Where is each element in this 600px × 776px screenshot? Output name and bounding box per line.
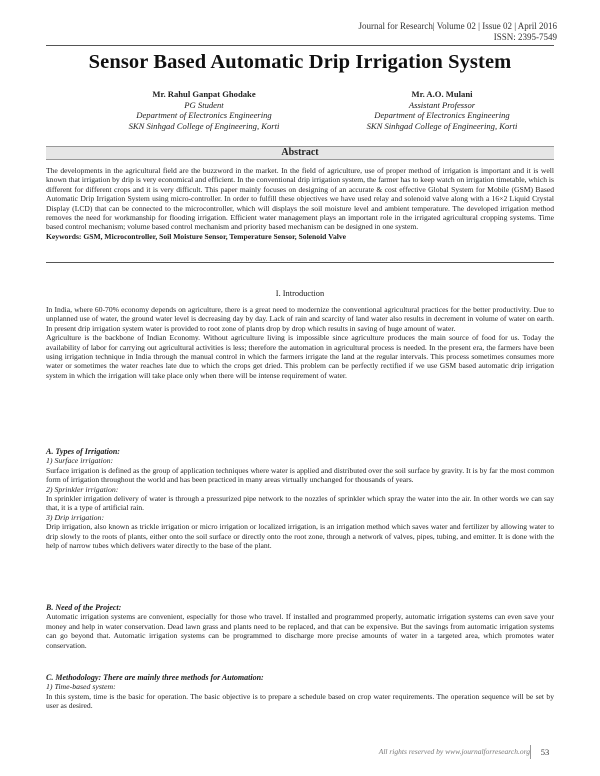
subsection-heading: A. Types of Irrigation: <box>46 447 120 456</box>
header-rule <box>46 45 554 46</box>
author-name: Mr. A.O. Mulani <box>411 89 473 99</box>
subsubsection-heading: 1) Time-based system: <box>46 682 116 692</box>
types-section <box>46 447 554 550</box>
abstract-heading: Abstract <box>46 146 554 160</box>
page-number: 53 <box>530 745 559 759</box>
paragraph: Drip irrigation, also known as trickle irrigation or micro irrigation or localized irrigation, is an irrigation method which saves water and fertilizer by allowing water to drip slowly to the roots of plants, either onto the soil surface or directly onto the root zone, through a network of valves, pipes, tubing, and emitter. It is done with the help of narrow tubes which delivers water directly to the base of the plant. <box>46 522 554 551</box>
paper-title: Sensor Based Automatic Drip Irrigation System <box>88 51 512 73</box>
need-section <box>46 603 554 650</box>
abstract-text: The developments in the agricultural field are the buzzword in the market. In the field of agriculture, use of proper method of irrigation is important and it is well known that irrigation by drip is very economical and efficient. In the conventional drip irrigation system, the farmer has to keep watch on irrigation timetable, which is different for different crops and it is very difficult. This paper mainly focuses on designing of an accurate & cost effective Global System for Mobile (GSM) Based Automatic Drip Irrigation System using micro-controller. In order to fulfill these objectives we have used relay and solenoid valve along with a 16×2 Liquid Crystal Display (LCD) that can be connected to the microcontroller, which will displays the soil moisture level and ambient temperature. The developed irrigation method removes the need for workmanship for flooding irrigation. Efficient water management plays an important role in the irrigated agricultural cropping systems. Time based control mechanism; volume based control mechanism and priority based mechanism can be designed in one system. <box>46 166 554 232</box>
issn: ISSN: 2395-7549 <box>493 32 557 42</box>
paragraph: In this system, time is the basic for operation. The basic objective is to prepare a schedule based on crop water requirements. The operation sequence will be set by user as desired. <box>46 691 554 711</box>
paragraph: In India, where 60-70% economy depends on agriculture, there is a great need to modernize the conventional agricultural practices for the better productivity. Due to unplanned use of water, the ground water level is decreasing day by day. Lack of rain and scarcity of land water also results in decrement in volume of water on earth. In present drip irrigation system water is provided to root zone of plants drop by drop which results in saving of huge amount of water. <box>46 305 554 333</box>
footer-text: All rights reserved by www.journalforresearch.org <box>378 747 530 756</box>
author-2 <box>332 89 552 131</box>
subsection-heading: C. Methodology: There are mainly three methods for Automation: <box>46 673 264 682</box>
subsubsection-heading: 1) Surface irrigation: <box>46 456 114 466</box>
paragraph: Agriculture is the backbone of Indian Economy. Without agriculture living is impossible since agriculture produces the main source of food for us. Today the availability of labor for carrying out agricultural activities is less; therefore the automation in agricultural process is needed. In the present era, the farmers have been using irrigation technique in India through the manual control in which the farmers irrigate the land at the regular intervals. This process sometimes consumes more water or sometimes the water reaches late due to which the crops get dried. This problem can be perfectly rectified if we use GSM based automatic drip irrigation system in which the irrigation will take place only when there will be intense requirement of water. <box>46 333 554 380</box>
subsubsection-heading: 2) Sprinkler irrigation: <box>46 484 119 494</box>
paragraph: Surface irrigation is defined as the group of application techniques where water is applied and distributed over the soil surface by gravity. It is by far the most common form of irrigation throughout the world and has been practiced in many areas virtually unchanged for thousands of years. <box>46 465 554 485</box>
abstract-rule <box>46 262 554 263</box>
paragraph: Automatic irrigation systems are convenient, especially for those who travel. If installed and programmed properly, automatic irrigation systems can even save your money and help in water conservation. Dead lawn grass and plants need to be replaced, and that can be expensive. But the savings from automatic irrigation systems can go beyond that. Automatic irrigation systems can be programmed to discharge more precise amounts of water in a targeted area, which promotes water conservation. <box>46 612 554 650</box>
author-college: SKN Sinhgad College of Engineering, Korti <box>128 120 280 131</box>
author-dept: Department of Electronics Engineering <box>136 110 272 121</box>
author-role: Assistant Professor <box>408 99 476 110</box>
author-dept: Department of Electronics Engineering <box>374 110 510 121</box>
section-introduction-heading: I. Introduction <box>275 289 325 298</box>
author-role: PG Student <box>184 99 224 110</box>
paragraph: In sprinkler irrigation delivery of water is through a pressurized pipe network to the nozzles of sprinkler which spray the water into the air. In other words we can say that, it is a type of artificial rain. <box>46 494 554 513</box>
abstract-body <box>46 166 554 241</box>
introduction-body <box>46 305 554 380</box>
journal-info: Journal for Research| Volume 02 | Issue 02 | April 2016 <box>358 21 557 31</box>
journal-header <box>358 21 557 43</box>
methodology-section <box>46 673 554 711</box>
author-name: Mr. Rahul Ganpat Ghodake <box>152 89 256 99</box>
subsubsection-heading: 3) Drip irrigation: <box>46 512 105 522</box>
author-college: SKN Sinhgad College of Engineering, Korti <box>366 120 518 131</box>
keywords: Keywords: GSM, Microcontroller, Soil Moisture Sensor, Temperature Sensor, Solenoid Valve <box>46 231 347 241</box>
subsection-heading: B. Need of the Project: <box>46 603 122 612</box>
author-1 <box>94 89 314 131</box>
